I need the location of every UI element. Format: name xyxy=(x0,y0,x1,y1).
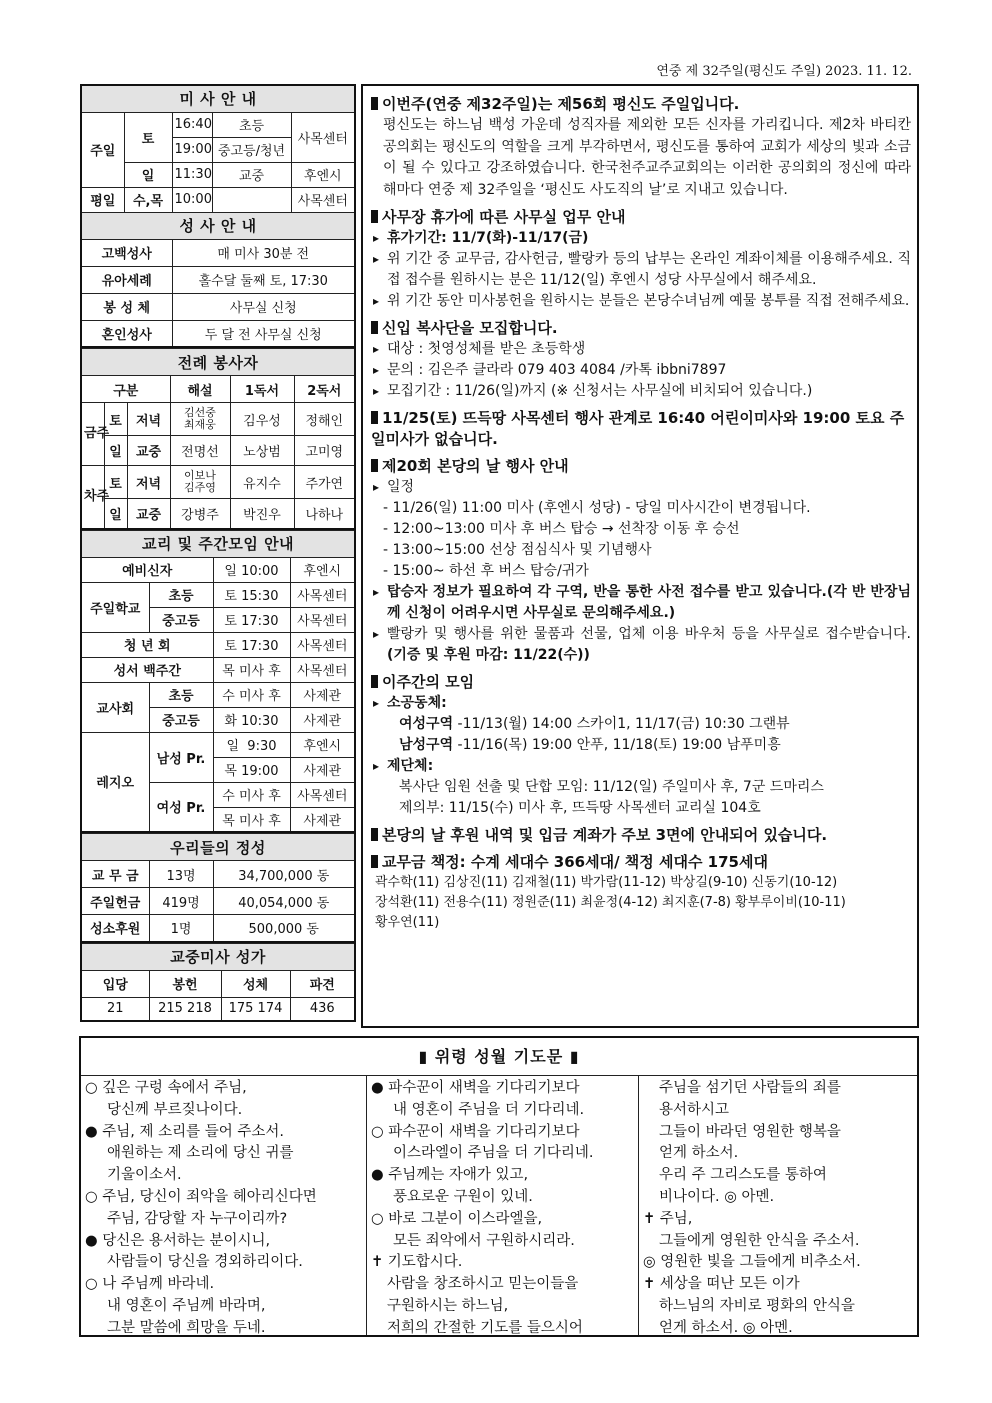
prayer-line: 하느님의 자비로 평화의 안식을 xyxy=(659,1297,855,1314)
weekday-label: 평일 xyxy=(81,187,124,212)
commentator-name: 이보나 김주영 xyxy=(170,466,230,499)
meeting-time: 일 10:00 xyxy=(213,557,290,582)
offering-label: 주일헌금 xyxy=(81,888,149,915)
notice-item: ▸ 제단체: xyxy=(371,756,911,777)
bullet-square-icon xyxy=(371,321,378,334)
liturgy-servers-table xyxy=(80,348,356,530)
prayer-line: ✝ 세상을 떠난 모든 이가 xyxy=(643,1276,800,1293)
schedule-line: - 15:00~ 하선 후 버스 탑승/귀가 xyxy=(383,563,589,579)
prayer-title: ▮ 위령 성월 기도문 ▮ xyxy=(81,1038,917,1076)
hymns-title: 교중미사 성가 xyxy=(81,943,355,970)
notice-item: ▸ 대상 : 첫영성체를 받은 초등학생 xyxy=(371,339,911,360)
elementary-label: 초등 xyxy=(149,682,213,707)
sacrament-label: 혼인성사 xyxy=(81,320,172,347)
mass-place: 후엔시 xyxy=(291,162,355,187)
meeting-place: 사목센터 xyxy=(290,782,355,807)
sunday-label: 주일 xyxy=(81,112,124,187)
bullet-square-icon xyxy=(371,210,378,223)
meeting-place: 사목센터 xyxy=(290,657,355,682)
prayer-line: 그들이 바라던 영원한 행복을 xyxy=(659,1123,841,1140)
liturgy-header: 해설 xyxy=(170,376,230,403)
prayer-column-3 xyxy=(638,1076,917,1335)
bullet-square-icon xyxy=(371,675,378,688)
reader1-name: 노상범 xyxy=(230,436,294,466)
reader1-name: 박진우 xyxy=(230,499,294,529)
prayer-line: ○ 주님, 당신이 죄악을 헤아리신다면 xyxy=(85,1188,317,1205)
meeting-detail: -11/16(목) 19:00 안푸, 11/18(토) 19:00 남푸미흥 xyxy=(453,737,781,753)
notice-item-text: 빨랑카 및 행사를 위한 물품과 선물, 업체 이용 바우처 등을 사무실로 접수받습니다. xyxy=(387,626,911,642)
sacrament-value: 홀수달 둘째 토, 17:30 xyxy=(172,266,355,293)
offering-amount: 500,000 동 xyxy=(213,915,355,942)
mass-group: 초등 xyxy=(212,112,291,137)
prayer-line: 그들에게 영원한 안식을 주소서. xyxy=(659,1232,860,1249)
prayer-line: 당신께 부르짖나이다. xyxy=(107,1101,243,1118)
offering-amount: 34,700,000 동 xyxy=(213,861,355,888)
meeting-time: 토 15:30 xyxy=(213,582,290,607)
prayer-line: ◎ 영원한 빛을 그들에게 비추소서. xyxy=(643,1254,861,1271)
offerings-table xyxy=(80,833,356,943)
notice-item: ▸ 일정 xyxy=(371,477,911,498)
sunday-school-label: 주일학교 xyxy=(81,582,149,632)
elementary-label: 초등 xyxy=(149,582,213,607)
prayer-line: 사람을 창조하시고 믿는이들을 xyxy=(387,1276,579,1293)
notice-laity-sunday xyxy=(371,94,911,201)
youth-label: 청 년 회 xyxy=(81,632,213,657)
sat-label: 토 xyxy=(104,466,127,499)
commentator-name: 김선중 최재웅 xyxy=(170,403,230,436)
offering-count: 1명 xyxy=(149,915,213,942)
legio-men-label: 남성 Pr. xyxy=(149,732,213,782)
notice-meetings xyxy=(371,672,911,819)
meeting-place: 사목센터 xyxy=(290,582,355,607)
prayer-line: ○ 나 주님께 바라네. xyxy=(85,1276,215,1293)
meeting-label: 남성구역 xyxy=(399,737,454,753)
hymn-header: 봉헌 xyxy=(149,970,221,997)
notice-parish-day xyxy=(371,456,911,666)
meeting-time: 목 19:00 xyxy=(213,757,290,782)
bullet-square-icon xyxy=(371,411,378,424)
mass-group: 중고등/청년 xyxy=(212,137,291,162)
evening-label: 저녁 xyxy=(127,403,170,436)
notice-title: 이번주(연중 제32주일)는 제56회 평신도 주일입니다. xyxy=(382,95,740,113)
meeting-detail: -11/13(월) 14:00 스카이1, 11/17(금) 10:30 그랜뷰 xyxy=(453,716,790,732)
mass-time: 16:40 xyxy=(172,112,212,137)
notice-item: ▸ 탑승자 정보가 필요하여 각 구역, 반을 통한 사전 접수를 받고 있습니다.(각 반 반장님께 신청이 어려우시면 사무실로 문의해주세요.) xyxy=(371,582,911,624)
mass-time: 19:00 xyxy=(172,137,212,162)
prayer-box xyxy=(79,1036,919,1337)
prayer-line: 사람들이 당신을 경외하리이다. xyxy=(107,1254,303,1271)
prayer-line: 그분 말씀에 희망을 두네. xyxy=(107,1319,266,1336)
reader2-name: 정해인 xyxy=(294,403,355,436)
dues-names-line: 황우연(11) xyxy=(375,915,440,930)
bullet-square-icon xyxy=(371,828,378,841)
hymn-number: 175 174 xyxy=(221,997,290,1021)
sacrament-value: 두 달 전 사무실 신청 xyxy=(172,320,355,347)
dues-names-line: 곽수학(11) 김상진(11) 김재철(11) 박가람(11-12) 박상길(9-10) 신동기(10-12) xyxy=(375,875,838,890)
notice-sponsorship xyxy=(371,825,911,846)
sacrament-label: 고백성사 xyxy=(81,239,172,266)
mass-place: 사목센터 xyxy=(291,187,355,212)
prayer-line: 모든 죄악에서 구원하시리라. xyxy=(393,1232,575,1249)
main-mass-label: 교중 xyxy=(127,499,170,529)
reader2-name: 고미영 xyxy=(294,436,355,466)
mass-group: 교중 xyxy=(212,162,291,187)
meeting-time: 목 미사 후 xyxy=(213,657,290,682)
prayer-column-2 xyxy=(366,1076,638,1335)
hymn-number: 215 218 xyxy=(149,997,221,1021)
this-week-label: 금주 xyxy=(81,403,104,466)
notice-item: ▸ 모집기간 : 11/26(일)까지 (※ 신청서는 사무실에 비치되어 있습니다.) xyxy=(371,381,911,402)
hymn-number: 21 xyxy=(81,997,149,1021)
notice-title: 제20회 본당의 날 행사 안내 xyxy=(382,457,569,475)
liturgy-header: 1독서 xyxy=(230,376,294,403)
meeting-time: 토 17:30 xyxy=(213,632,290,657)
mass-place: 사목센터 xyxy=(291,112,355,162)
notice-item: ▸ 위 기간 동안 미사봉헌을 원하시는 분들은 본당수녀님께 예물 봉투를 직접 전해주세요. xyxy=(371,291,911,312)
dues-names-line: 장석환(11) 전용수(11) 정원준(11) 최윤정(4-12) 최지훈(7-8) 황부루이비(10-11) xyxy=(375,895,846,910)
bullet-square-icon xyxy=(371,459,378,472)
notice-title: 11/25(토) 뜨득땅 사목센터 행사 관계로 16:40 어린이미사와 19:00 토요 주일미사가 없습니다. xyxy=(371,409,905,448)
meeting-time: 화 10:30 xyxy=(213,707,290,732)
prayer-line: 내 영혼이 주님을 더 기다리네. xyxy=(393,1101,585,1118)
mass-group xyxy=(212,187,291,212)
meeting-time: 수 미사 후 xyxy=(213,682,290,707)
notice-item: ▸ 소공동체: xyxy=(371,693,911,714)
prayer-line: ○ 바로 그분이 이스라엘을, xyxy=(371,1210,543,1227)
notice-altar-servers xyxy=(371,318,911,402)
prayer-line: ○ 깊은 구렁 속에서 주님, xyxy=(85,1080,247,1096)
bible-label: 성서 백주간 xyxy=(81,657,213,682)
reader2-name: 주가연 xyxy=(294,466,355,499)
hymn-number: 436 xyxy=(290,997,355,1021)
middle-high-label: 중고등 xyxy=(149,707,213,732)
hymns-table xyxy=(80,943,356,1023)
prayer-line: 기울이소서. xyxy=(107,1167,182,1184)
prayer-line: 구원하시는 하느님, xyxy=(387,1297,509,1314)
bulletin-date-header: 연중 제 32주일(평신도 주일) 2023. 11. 12. xyxy=(656,64,912,79)
meeting-place: 사제관 xyxy=(290,682,355,707)
meeting-place: 사제관 xyxy=(290,807,355,832)
meetings-table xyxy=(80,530,356,834)
notice-office-hours xyxy=(371,207,911,312)
liturgy-header: 구분 xyxy=(81,376,170,403)
prayer-line: 저희의 간절한 기도를 들으시어 xyxy=(387,1319,583,1336)
reader1-name: 유지수 xyxy=(230,466,294,499)
catechumen-label: 예비신자 xyxy=(81,557,213,582)
reader1-name: 김우성 xyxy=(230,403,294,436)
teachers-label: 교사회 xyxy=(81,682,149,732)
prayer-line: ● 파수꾼이 새벽을 기다리기보다 xyxy=(371,1080,580,1096)
notice-title: 교무금 책정: 수계 세대수 366세대/ 책정 세대수 175세대 xyxy=(382,853,768,871)
notice-item: ▸ 위 기간 중 교무금, 감사헌금, 빨랑카 등의 납부는 온라인 계좌이체를 이용해주세요. 직접 접수를 원하시는 분은 11/12(일) 후엔시 성당 사무실에서 해주세요. xyxy=(371,249,911,291)
bullet-square-icon xyxy=(371,855,378,868)
sacrament-label: 유아세례 xyxy=(81,266,172,293)
notice-title: 사무장 휴가에 따른 사무실 업무 안내 xyxy=(382,208,626,226)
meeting-line xyxy=(371,735,911,756)
prayer-line: 주님, 감당할 자 누구이리까? xyxy=(107,1210,288,1227)
prayer-line: ● 주님, 제 소리를 들어 주소서. xyxy=(85,1123,284,1140)
mass-schedule-table xyxy=(80,84,356,348)
offering-label: 성소후원 xyxy=(81,915,149,942)
evening-label: 저녁 xyxy=(127,466,170,499)
prayer-line: 비나이다. ◎ 아멘. xyxy=(659,1188,775,1205)
middle-high-label: 중고등 xyxy=(149,607,213,632)
commentator-name: 강병주 xyxy=(170,499,230,529)
meeting-label: 여성구역 xyxy=(399,716,454,732)
offering-count: 419명 xyxy=(149,888,213,915)
sat-label: 토 xyxy=(104,403,127,436)
liturgy-header: 2독서 xyxy=(294,376,355,403)
prayer-line: 얻게 하소서. xyxy=(659,1145,739,1162)
hymn-header: 입당 xyxy=(81,970,149,997)
bullet-square-icon xyxy=(371,97,378,110)
sacrament-label: 봉 성 체 xyxy=(81,293,172,320)
wed-thu-label: 수,목 xyxy=(124,187,172,212)
prayer-line: 주님을 섬기던 사람들의 죄를 xyxy=(659,1080,841,1096)
prayer-line: 애원하는 제 소리에 당신 귀를 xyxy=(107,1145,294,1162)
meeting-line: 제의부: 11/15(수) 미사 후, 뜨득땅 사목센터 교리실 104호 xyxy=(399,800,761,816)
sacraments-title: 성 사 안 내 xyxy=(81,212,355,239)
notice-title: 본당의 날 후원 내역 및 입금 계좌가 주보 3면에 안내되어 있습니다. xyxy=(382,826,828,844)
prayer-line: ○ 파수꾼이 새벽을 기다리기보다 xyxy=(371,1123,580,1140)
meeting-place: 사목센터 xyxy=(290,632,355,657)
prayer-line: 얻게 하소서. ◎ 아멘. xyxy=(659,1319,793,1336)
meeting-line xyxy=(371,714,911,735)
meeting-time: 토 17:30 xyxy=(213,607,290,632)
mass-time: 10:00 xyxy=(172,187,212,212)
prayer-line: ● 주님께는 자애가 있고, xyxy=(371,1167,529,1184)
hymn-header: 파견 xyxy=(290,970,355,997)
sun-label: 일 xyxy=(104,499,127,529)
mass-title: 미 사 안 내 xyxy=(81,85,355,112)
offering-count: 13명 xyxy=(149,861,213,888)
meeting-place: 후엔시 xyxy=(290,732,355,757)
prayer-line: 내 영혼이 주님께 바라며, xyxy=(107,1297,266,1314)
meetings-title: 교리 및 주간모임 안내 xyxy=(81,530,355,557)
liturgy-title: 전례 봉사자 xyxy=(81,349,355,376)
offerings-title: 우리들의 정성 xyxy=(81,834,355,861)
meeting-line: 복사단 임원 선출 및 단합 모임: 11/12(일) 주일미사 후, 7군 드마리스 xyxy=(399,779,824,795)
left-info-panel xyxy=(80,84,354,1022)
prayer-column-1 xyxy=(81,1076,366,1335)
prayer-title-text: 위령 성월 기도문 xyxy=(434,1047,564,1066)
meeting-time: 수 미사 후 xyxy=(213,782,290,807)
mass-time: 11:30 xyxy=(172,162,212,187)
notice-item: ▸ 문의 : 김은주 클라라 079 403 4084 /카톡 ibbni7897 xyxy=(371,360,911,381)
notices-panel xyxy=(361,84,919,1028)
sacrament-value: 사무실 신청 xyxy=(172,293,355,320)
meeting-place: 후엔시 xyxy=(290,557,355,582)
prayer-line: ● 당신은 용서하는 분이시니, xyxy=(85,1232,271,1249)
notice-dues xyxy=(371,852,911,933)
legio-women-label: 여성 Pr. xyxy=(149,782,213,832)
schedule-line: - 13:00~15:00 선상 점심식사 및 기념행사 xyxy=(383,542,652,558)
notice-title: 신입 복사단을 모집합니다. xyxy=(382,319,558,337)
hymn-header: 성체 xyxy=(221,970,290,997)
offering-label: 교 무 금 xyxy=(81,861,149,888)
saturday-label: 토 xyxy=(124,112,172,162)
schedule-line: - 12:00~13:00 미사 후 버스 탑승 → 선착장 이동 후 승선 xyxy=(383,521,740,537)
prayer-line: ✝ 주님, xyxy=(643,1210,693,1227)
reader2-name: 나하나 xyxy=(294,499,355,529)
next-week-label: 차주 xyxy=(81,466,104,529)
schedule-line: - 11/26(일) 11:00 미사 (후엔시 성당) - 당일 미사시간이 변경됩니다. xyxy=(383,500,811,516)
offering-amount: 40,054,000 동 xyxy=(213,888,355,915)
main-mass-label: 교중 xyxy=(127,436,170,466)
legio-label: 레지오 xyxy=(81,732,149,832)
prayer-line: 용서하시고 xyxy=(659,1101,730,1118)
prayer-line: 우리 주 그리스도를 통하여 xyxy=(659,1167,827,1184)
prayer-line: 이스라엘이 주님을 더 기다리네. xyxy=(393,1145,594,1162)
meeting-time: 목 미사 후 xyxy=(213,807,290,832)
notice-item-deadline: (기증 및 후원 마감: 11/22(수)) xyxy=(387,647,590,663)
meeting-time: 일 9:30 xyxy=(213,732,290,757)
commentator-name: 전명선 xyxy=(170,436,230,466)
sun-label: 일 xyxy=(104,436,127,466)
notice-mass-cancel xyxy=(371,408,911,450)
notice-body: 평신도는 하느님 백성 가운데 성직자를 제외한 모든 신자를 가리킵니다. 제2차 바티칸 공의회는 평신도의 역할을 크게 부각하면서, 평신도를 통하여 교회가 세상의 빛과 소금이 될 수 있다고 강조하였습니다. 한국천주교주교회의는 이러한 공의회의 정신에 따라 해마다 연중 제 32주일을 ‘평신도 사도직의 날’로 지내고 있습니다. xyxy=(383,117,911,198)
notice-title: 이주간의 모임 xyxy=(382,673,475,691)
prayer-line: 풍요로운 구원이 있네. xyxy=(393,1188,533,1205)
notice-item xyxy=(371,624,911,666)
sacrament-value: 매 미사 30분 전 xyxy=(172,239,355,266)
sunday-day-label: 일 xyxy=(124,162,172,187)
prayer-line: ✝ 기도합시다. xyxy=(371,1254,463,1271)
notice-item: ▸ 휴가기간: 11/7(화)-11/17(금) xyxy=(371,228,911,249)
meeting-place: 사제관 xyxy=(290,707,355,732)
meeting-place: 사제관 xyxy=(290,757,355,782)
meeting-place: 사목센터 xyxy=(290,607,355,632)
